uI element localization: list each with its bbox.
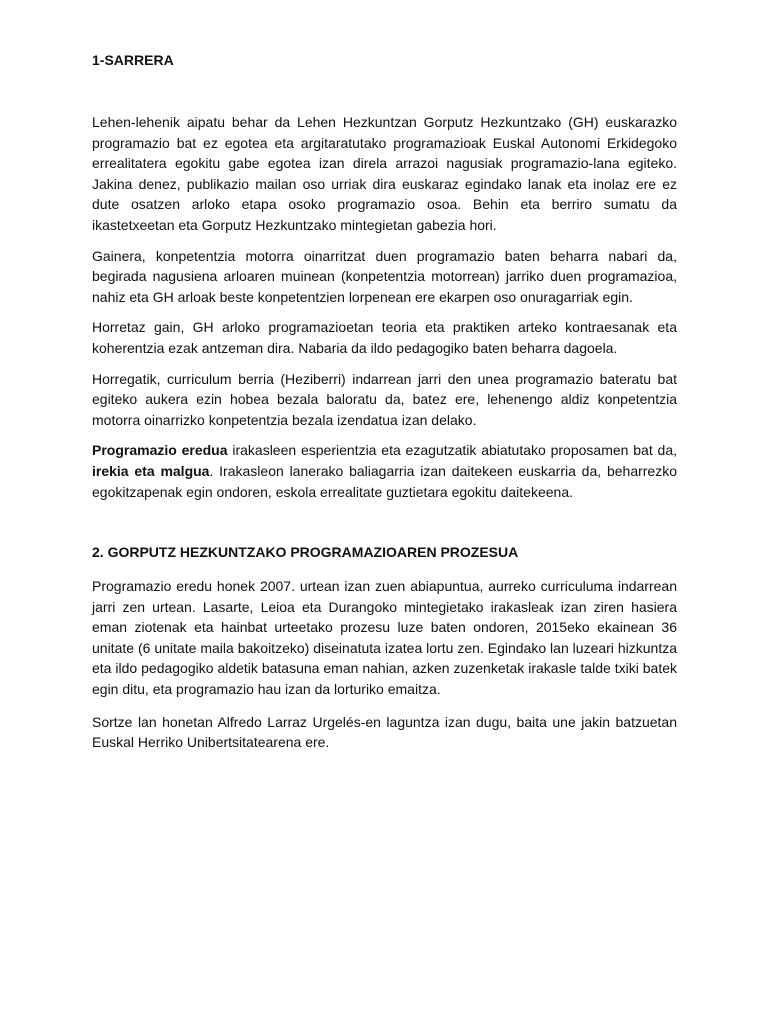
document-page <box>92 50 677 753</box>
intro-paragraph-3: Horretaz gain, GH arloko programazioetan teoria eta praktiken arteko kontraesanak eta koherentzia ezak antzeman dira. Nabaria da ildo pedagogiko baten beharra dagoela. <box>92 319 677 356</box>
bold-term-irekia-eta-malgua: irekia eta malgua <box>92 462 210 479</box>
process-paragraph-2: Sortze lan honetan Alfredo Larraz Urgelés-en laguntza izan dugu, baita une jakin batzuetan Euskal Herriko Unibertsitatearena ere. <box>92 713 677 751</box>
bold-term-programazio-eredua: Programazio eredua <box>92 442 228 459</box>
paragraph-5-text-1: irakasleen esperientzia eta ezagutzatik abiatutako proposamen bat da, <box>227 442 677 459</box>
section-2-heading: 2. GORPUTZ HEZKUNTZAKO PROGRAMAZIOAREN PROZESUA <box>92 544 519 561</box>
section-1-heading: 1-SARRERA <box>92 52 174 68</box>
process-paragraph-1: Programazio eredu honek 2007. urtean izan zuen abiapuntua, aurreko curriculuma indarrean jarri zen urtean. Lasarte, Leioa eta Durangoko mintegietako irakasleak izan ziren hasiera eman ziotenak eta hainbat urteetako prozesu luze baten ondoren, 2015eko ekainean 36 unitate (6 unitate maila bakoitzeko) diseinatuta izatea lortu zen. Egindako lan luzeari hizkuntza eta ildo pedagogiko aldetik batasuna eman nahian, azken zuzenketak irakasle talde txiki batek egin ditu, eta programazio hau izan da lorturiko emaitza. <box>92 578 677 698</box>
intro-paragraph-4: Horregatik, curriculum berria (Heziberri) indarrean jarri den unea programazio bateratu bat egiteko aukera ezin hobea bezala baloratu da, batez ere, lehenengo aldiz konpetentzia motorra oinarrizko konpetentzia bezala izendatua izan delako. <box>92 370 677 428</box>
intro-paragraph-1: Lehen-lehenik aipatu behar da Lehen Hezkuntzan Gorputz Hezkuntzako (GH) euskarazko programazio bat ez egotea eta argitaratutako programazioak Euskal Autonomi Erkidegoko errealitatera egokitu gabe egotea izan direla arrazoi nagusiak programazio-lana egiteko. Jakina denez, publikazio mailan oso urriak dira euskaraz egindako lanak eta inolaz ere ez dute osatzen arloko etapa osoko programazio osoa. Behin eta berriro sumatu da ikastetxeetan eta Gorputz Hezkuntzako mintegietan gabezia hori. <box>92 114 677 233</box>
intro-paragraph-5 <box>92 440 677 502</box>
paragraph-5-text-2: . Irakasleon lanerako baliagarria izan daitekeen euskarria da, beharrezko egokitzapenak egin ondoren, eskola errealitate guztietara egokitu daitekeena. <box>92 462 677 500</box>
intro-paragraph-2: Gainera, konpetentzia motorra oinarritzat duen programazio baten beharra nabari da, begirada nagusiena arloaren muinean (konpetentzia motorrean) jarriko duen programazioa, nahiz eta GH arloak beste konpetentzien lorpenean ere ekarpen oso onuragarriak egin. <box>92 247 677 305</box>
